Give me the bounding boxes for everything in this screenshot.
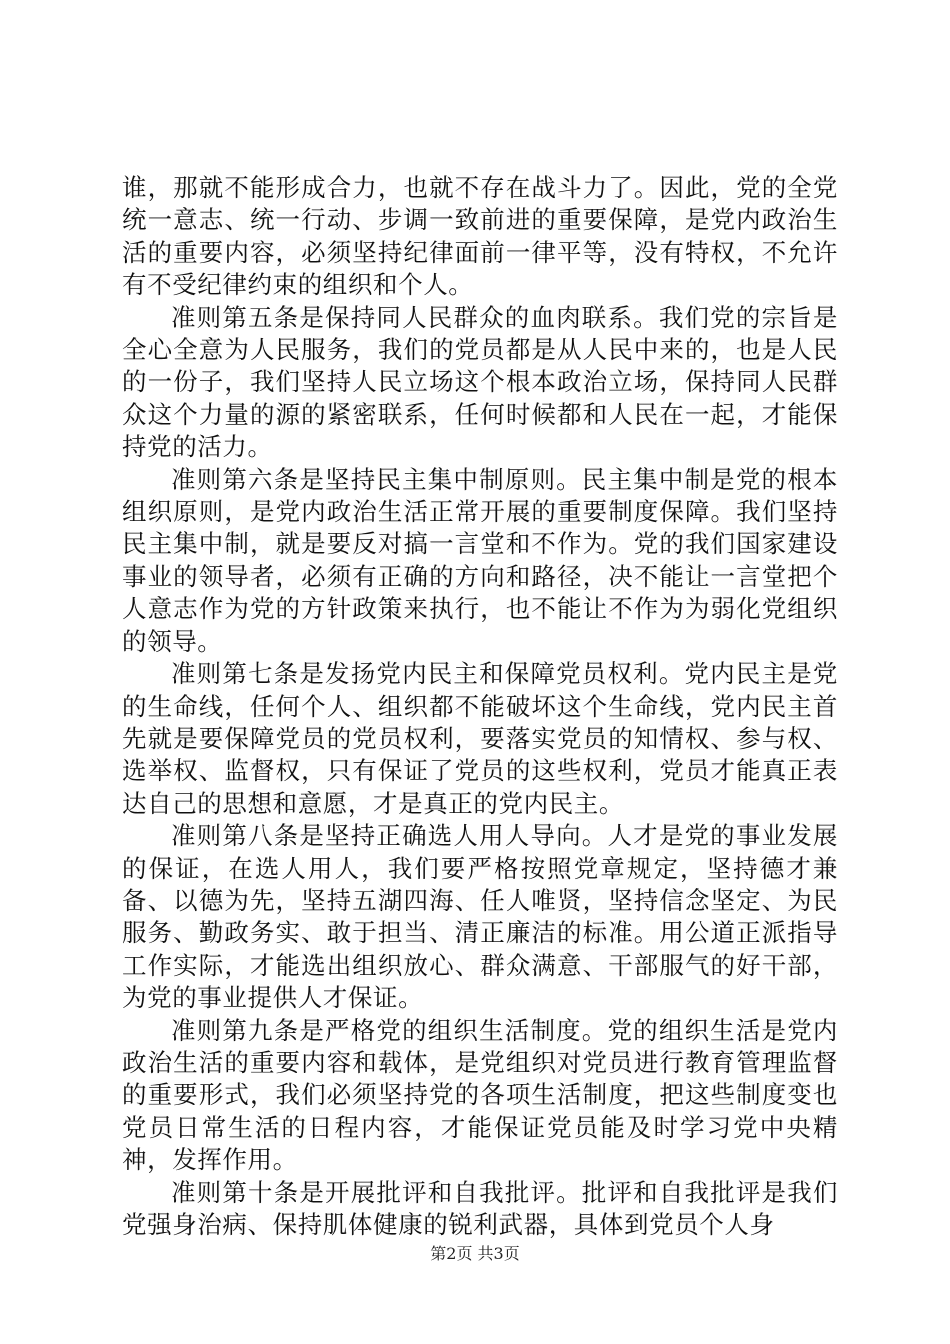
paragraph-article-10: 准则第十条是开展批评和自我批评。批评和自我批评是我们党强身治病、保持肌体健康的锐利武器，具体到党员个人身 <box>122 1177 838 1239</box>
paragraph-article-8: 准则第八条是坚持正确选人用人导向。人才是党的事业发展的保证，在选人用人，我们要严格按照党章规定，坚持德才兼备、以德为先，坚持五湖四海、任人唯贤，坚持信念坚定、为民服务、勤政务实、敢于担当、清正廉洁的标准。用公道正派指导工作实际，才能选出组织放心、群众满意、干部服气的好干部，为党的事业提供人才保证。 <box>122 821 838 1013</box>
paragraph-article-6: 准则第六条是坚持民主集中制原则。民主集中制是党的根本组织原则，是党内政治生活正常开展的重要制度保障。我们坚持民主集中制，就是要反对搞一言堂和不作为。党的我们国家建设事业的领导者，必须有正确的方向和路径，决不能让一言堂把个人意志作为党的方针政策来执行，也不能让不作为为弱化党组织的领导。 <box>122 464 838 656</box>
page-number-label: 第2页 共3页 <box>430 1244 520 1263</box>
page-footer <box>0 1244 950 1264</box>
paragraph-continued: 谁，那就不能形成合力，也就不存在战斗力了。因此，党的全党统一意志、统一行动、步调一致前进的重要保障，是党内政治生活的重要内容，必须坚持纪律面前一律平等，没有特权，不允许有不受纪律约束的组织和个人。 <box>122 173 838 300</box>
paragraph-article-9: 准则第九条是严格党的组织生活制度。党的组织生活是党内政治生活的重要内容和载体，是党组织对党员进行教育管理监督的重要形式，我们必须坚持党的各项生活制度，把这些制度变也党员日常生活的日程内容，才能保证党员能及时学习党中央精神，发挥作用。 <box>122 1015 838 1175</box>
paragraph-article-7: 准则第七条是发扬党内民主和保障党员权利。党内民主是党的生命线，任何个人、组织都不能破坏这个生命线，党内民主首先就是要保障党员的党员权利，要落实党员的知情权、参与权、选举权、监督权，只有保证了党员的这些权利，党员才能真正表达自己的思想和意愿，才是真正的党内民主。 <box>122 659 838 818</box>
document-body <box>122 172 838 1241</box>
paragraph-article-5: 准则第五条是保持同人民群众的血肉联系。我们党的宗旨是全心全意为人民服务，我们的党员都是从人民中来的，也是人民的一份子，我们坚持人民立场这个根本政治立场，保持同人民群众这个力量的源的紧密联系，任何时候都和人民在一起，才能保持党的活力。 <box>122 302 838 462</box>
